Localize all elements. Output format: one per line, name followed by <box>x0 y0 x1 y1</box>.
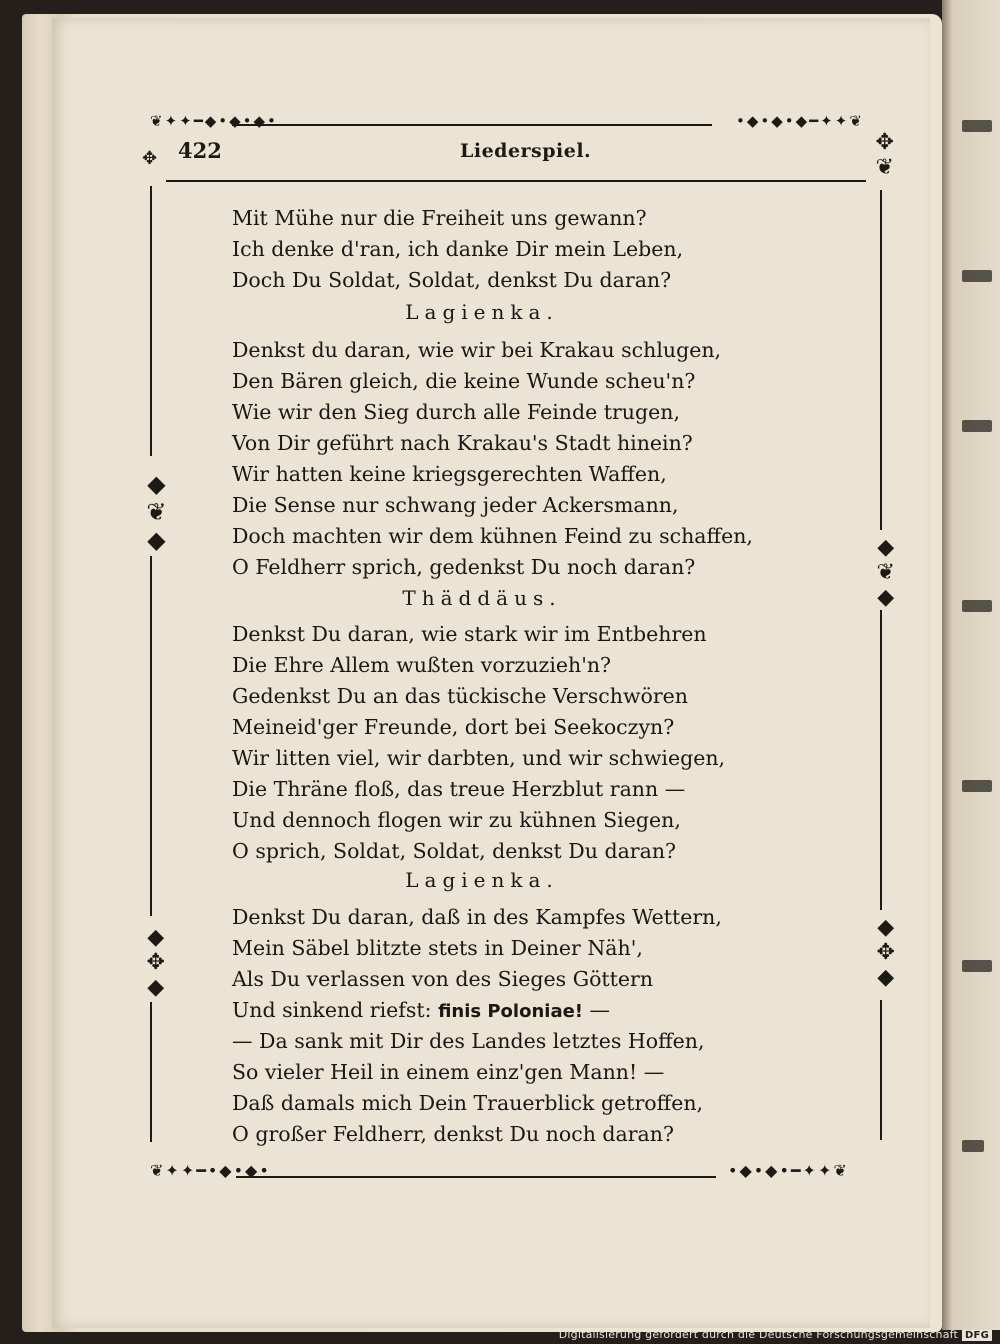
header-ornament-right: •◆•◆•◆━✦✦❦ <box>736 112 864 130</box>
frame-right-border-lower <box>880 610 882 910</box>
verse-line: Denkst Du daran, wie stark wir im Entbehren <box>232 622 707 646</box>
verse-line: Wie wir den Sieg durch alle Feinde trugen, <box>232 400 680 424</box>
verse-line: Die Ehre Allem wußten vorzuzieh'n? <box>232 653 612 677</box>
credit-text: Digitalisierung gefördert durch die Deutsche Forschungsgemeinschaft <box>558 1328 959 1341</box>
verse-line: Denkst Du daran, daß in des Kampfes Wettern, <box>232 905 722 929</box>
footer-ornament-right: •◆•◆•━✦✦❦ <box>728 1161 849 1180</box>
verse-line: Mit Mühe nur die Freiheit uns gewann? <box>232 206 647 230</box>
frame-left-border <box>150 186 152 456</box>
digitization-credit <box>559 1328 992 1341</box>
speaker-heading: Lagienka. <box>405 868 559 892</box>
verse-text: — <box>583 998 611 1022</box>
frame-right-border <box>880 190 882 530</box>
stanza-intro <box>232 203 732 296</box>
stanza-thaddaeus <box>232 619 732 867</box>
speaker-heading: Lagienka. <box>405 300 559 324</box>
verse-line: Die Thräne floß, das treue Herzblut rann — <box>232 777 686 801</box>
frame-right-flourish-low: ◆✥◆ <box>873 915 899 990</box>
verse-line: Von Dir geführt nach Krakau's Stadt hinein? <box>232 431 693 455</box>
frame-right-flourish-mid: ◆❦◆ <box>873 535 899 610</box>
dfg-logo: DFG <box>962 1330 992 1341</box>
title-rule <box>166 180 866 182</box>
verse-line: Die Sense nur schwang jeder Ackersmann, <box>232 493 679 517</box>
verse-line: Doch Du Soldat, Soldat, denkst Du daran? <box>232 268 672 292</box>
frame-left-flourish-mid: ◆❦◆ <box>142 470 171 554</box>
frame-left-flourish-low: ◆✥◆ <box>143 925 169 1000</box>
facing-page-sliver <box>942 0 1000 1330</box>
stanza-lagienka-2 <box>232 902 732 1150</box>
frame-right-flourish-top: ✥❦ <box>872 130 898 180</box>
verse-line: O Feldherr sprich, gedenkst Du noch daran? <box>232 555 696 579</box>
latin-phrase: finis Poloniae! <box>438 1001 584 1022</box>
verse-line: Als Du verlassen von des Sieges Göttern <box>232 967 654 991</box>
stanza-lagienka-1 <box>232 335 753 583</box>
verse-line: O großer Feldherr, denkst Du noch daran? <box>232 1122 674 1146</box>
verse-line: Doch machten wir dem kühnen Feind zu schaffen, <box>232 524 753 548</box>
verse-line: Gedenkst Du an das tückische Verschwören <box>232 684 688 708</box>
header-ornament-left: ❦✦✦━◆•◆•◆• <box>150 112 278 130</box>
verse-line-latin <box>232 995 732 1026</box>
frame-left-flourish-top: ✥ <box>142 148 158 169</box>
frame-left-border-bottom <box>150 1002 152 1142</box>
verse-line: Und dennoch flogen wir zu kühnen Siegen, <box>232 808 681 832</box>
verse-line: Meineid'ger Freunde, dort bei Seekoczyn? <box>232 715 675 739</box>
verse-text: Und sinkend riefst: <box>232 998 439 1022</box>
verse-line: Wir hatten keine kriegsgerechten Waffen, <box>232 462 667 486</box>
frame-left-border-lower <box>150 556 152 916</box>
running-title: Liederspiel. <box>460 140 592 162</box>
footer-rule <box>236 1176 716 1178</box>
verse-line: O sprich, Soldat, Soldat, denkst Du daran? <box>232 839 677 863</box>
verse-line: — Da sank mit Dir des Landes letztes Hoffen, <box>232 1029 705 1053</box>
footer-ornament-left: ❦✦✦━•◆•◆• <box>150 1161 271 1180</box>
verse-line: Ich denke d'ran, ich danke Dir mein Leben, <box>232 237 684 261</box>
verse-line: Wir litten viel, wir darbten, und wir schwiegen, <box>232 746 726 770</box>
speaker-heading: Thäddäus. <box>402 586 562 610</box>
page-number: 422 <box>178 138 222 163</box>
verse-line: Mein Säbel blitzte stets in Deiner Näh', <box>232 936 643 960</box>
header-rule <box>232 124 712 126</box>
verse-line: So vieler Heil in einem einz'gen Mann! — <box>232 1060 665 1084</box>
frame-right-border-bottom <box>880 1000 882 1140</box>
verse-line: Den Bären gleich, die keine Wunde scheu'n? <box>232 369 696 393</box>
verse-line: Denkst du daran, wie wir bei Krakau schlugen, <box>232 338 722 362</box>
verse-line: Daß damals mich Dein Trauerblick getroffen, <box>232 1091 704 1115</box>
